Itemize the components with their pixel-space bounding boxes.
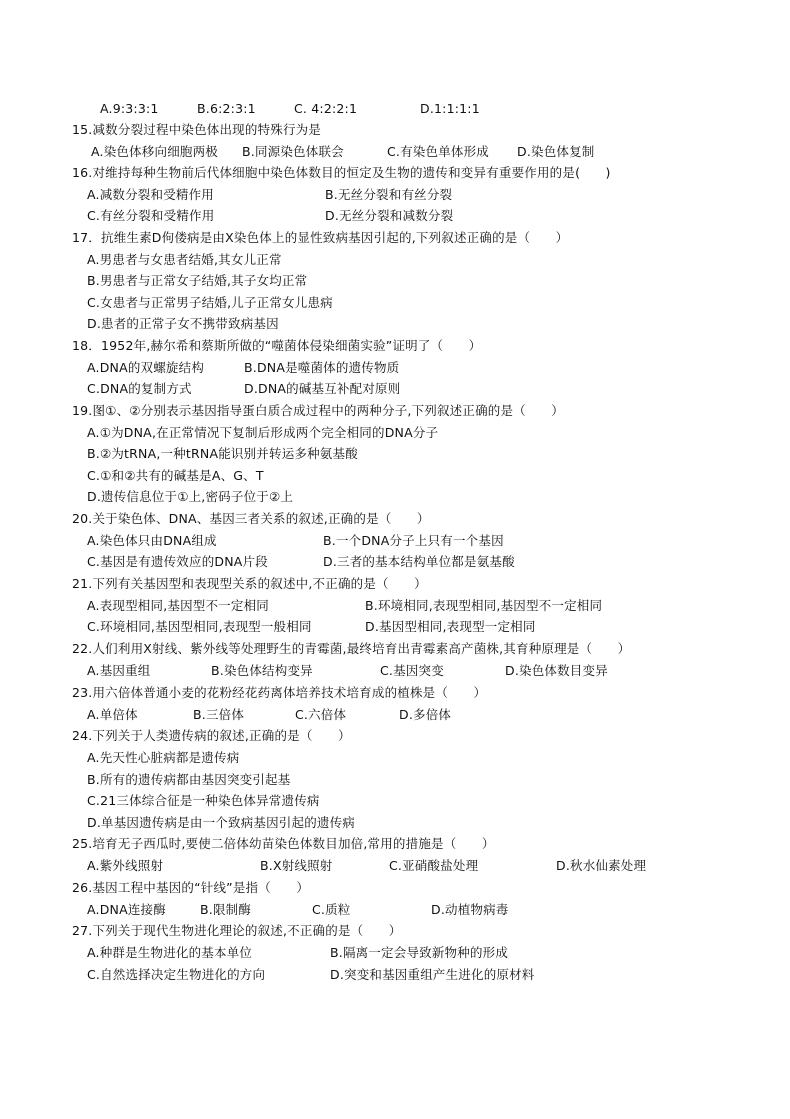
q18-option-a: A.DNA的双螺旋结构 [87, 360, 205, 375]
q15-option-b: B.同源染色体联会 [242, 144, 344, 159]
q15-stem: 15.减数分裂过程中染色体出现的特殊行为是 [72, 122, 322, 137]
q23-option-b: B.三倍体 [193, 707, 245, 722]
q15-option-d: D.染色体复制 [517, 144, 595, 159]
q18-options-row-2 [0, 381, 790, 397]
q26-option-a: A.DNA连接酶 [87, 902, 166, 917]
q21-option-d: D.基因型相同,表现型一定相同 [365, 619, 536, 634]
q21-stem: 21.下列有关基因型和表现型关系的叙述中,不正确的是（ ） [72, 576, 427, 591]
q26-option-d: D.动植物病毒 [431, 902, 509, 917]
q26-options-row [0, 902, 790, 918]
q23-option-c: C.六倍体 [295, 707, 347, 722]
q19-option-b: B.②为tRNA,一种tRNA能识别并转运多种氨基酸 [87, 446, 358, 461]
q25-option-a: A.紫外线照射 [87, 858, 164, 873]
q17-option-d: D.患者的正常子女不携带致病基因 [87, 316, 279, 331]
q14-option-a: A.9:3:3:1 [100, 101, 159, 116]
q27-stem: 27.下列关于现代生物进化理论的叙述,不正确的是（ ） [72, 923, 402, 938]
q18-option-c: C.DNA的复制方式 [87, 381, 192, 396]
q16-options-row-1 [0, 187, 790, 203]
q25-option-d: D.秋水仙素处理 [556, 858, 647, 873]
q24-stem: 24.下列关于人类遗传病的叙述,正确的是（ ） [72, 728, 351, 743]
q16-options-row-2 [0, 208, 790, 224]
q24-option-c: C.21三体综合征是一种染色体异常遗传病 [87, 793, 320, 808]
q22-option-c: C.基因突变 [380, 663, 444, 678]
q16-option-a: A.减数分裂和受精作用 [87, 187, 215, 202]
q19-option-c: C.①和②共有的碱基是A、G、T [87, 468, 264, 483]
q23-stem: 23.用六倍体普通小麦的花粉经花药离体培养技术培育成的植株是（ ） [72, 685, 487, 700]
q19-option-d: D.遗传信息位于①上,密码子位于②上 [87, 489, 294, 504]
q22-stem: 22.人们利用X射线、紫外线等处理野生的青霉菌,最终培育出青霉素高产菌株,其育种原理是（ ） [72, 641, 631, 656]
q21-options-row-2 [0, 619, 790, 635]
q21-option-b: B.环境相同,表现型相同,基因型不一定相同 [365, 598, 603, 613]
q20-options-row-1 [0, 533, 790, 549]
q25-option-b: B.X射线照射 [260, 858, 333, 873]
q18-option-b: B.DNA是噬菌体的遗传物质 [244, 360, 400, 375]
q27-options-row-1 [0, 945, 790, 961]
q25-stem: 25.培育无子西瓜时,要使二倍体幼苗染色体数目加倍,常用的措施是（ ） [72, 836, 495, 851]
q22-option-b: B.染色体结构变异 [211, 663, 313, 678]
q26-option-b: B.限制酶 [200, 902, 252, 917]
q15-option-c: C.有染色单体形成 [387, 144, 490, 159]
q20-option-b: B.一个DNA分子上只有一个基因 [323, 533, 504, 548]
q21-option-a: A.表现型相同,基因型不一定相同 [87, 598, 269, 613]
q19-stem: 19.图①、②分别表示基因指导蛋白质合成过程中的两种分子,下列叙述正确的是（ ） [72, 403, 564, 418]
q18-options-row-1 [0, 360, 790, 376]
q17-option-b: B.男患者与正常女子结婚,其子女均正常 [87, 273, 308, 288]
q15-option-a: A.染色体移向细胞两极 [91, 144, 219, 159]
q27-option-a: A.种群是生物进化的基本单位 [87, 945, 253, 960]
q20-option-a: A.染色体只由DNA组成 [87, 533, 217, 548]
q15-options-row [0, 144, 790, 160]
q16-stem: 16.对维持每种生物前后代体细胞中染色体数目的恒定及生物的遗传和变异有重要作用的是( ) [72, 165, 611, 180]
q27-option-b: B.隔离一定会导致新物种的形成 [330, 945, 509, 960]
q23-options-row [0, 707, 790, 723]
q27-options-row-2 [0, 967, 790, 983]
q24-option-a: A.先天性心脏病都是遗传病 [87, 750, 240, 765]
q22-options-row [0, 663, 790, 679]
q14-option-d: D.1:1:1:1 [420, 101, 480, 116]
q19-option-a: A.①为DNA,在正常情况下复制后形成两个完全相同的DNA分子 [87, 425, 439, 440]
q21-option-c: C.环境相同,基因型相同,表现型一般相同 [87, 619, 312, 634]
q21-options-row-1 [0, 598, 790, 614]
q20-options-row-2 [0, 554, 790, 570]
q25-options-row [0, 858, 790, 874]
q24-option-b: B.所有的遗传病都由基因突变引起基 [87, 772, 291, 787]
q18-option-d: D.DNA的碱基互补配对原则 [244, 381, 401, 396]
q26-option-c: C.质粒 [312, 902, 351, 917]
q27-option-d: D.突变和基因重组产生进化的原材料 [330, 967, 535, 982]
q20-option-c: C.基因是有遗传效应的DNA片段 [87, 554, 268, 569]
q22-option-a: A.基因重组 [87, 663, 151, 678]
q23-option-a: A.单倍体 [87, 707, 138, 722]
q14-option-c: C. 4:2:2:1 [294, 101, 358, 116]
q17-stem: 17．抗维生素D佝偻病是由X染色体上的显性致病基因引起的,下列叙述正确的是（ ） [72, 230, 569, 245]
q17-option-c: C.女患者与正常男子结婚,儿子正常女儿患病 [87, 295, 333, 310]
q14-options-row [0, 101, 790, 117]
q26-stem: 26.基因工程中基因的“针线”是指（ ） [72, 880, 310, 895]
q18-stem: 18．1952年,赫尔希和蔡斯所做的“噬菌体侵染细菌实验”证明了（ ） [72, 338, 482, 353]
q16-option-b: B.无丝分裂和有丝分裂 [325, 187, 453, 202]
q16-option-d: D.无丝分裂和减数分裂 [325, 208, 454, 223]
q20-stem: 20.关于染色体、DNA、基因三者关系的叙述,正确的是（ ） [72, 511, 430, 526]
q16-option-c: C.有丝分裂和受精作用 [87, 208, 215, 223]
q24-option-d: D.单基因遗传病是由一个致病基因引起的遗传病 [87, 815, 355, 830]
q27-option-c: C.自然选择决定生物进化的方向 [87, 967, 266, 982]
q17-option-a: A.男患者与女患者结婚,其女儿正常 [87, 252, 282, 267]
q23-option-d: D.多倍体 [399, 707, 452, 722]
q14-option-b: B.6:2:3:1 [197, 101, 256, 116]
q22-option-d: D.染色体数目变异 [505, 663, 608, 678]
q25-option-c: C.亚硝酸盐处理 [389, 858, 479, 873]
q20-option-d: D.三者的基本结构单位都是氨基酸 [323, 554, 515, 569]
